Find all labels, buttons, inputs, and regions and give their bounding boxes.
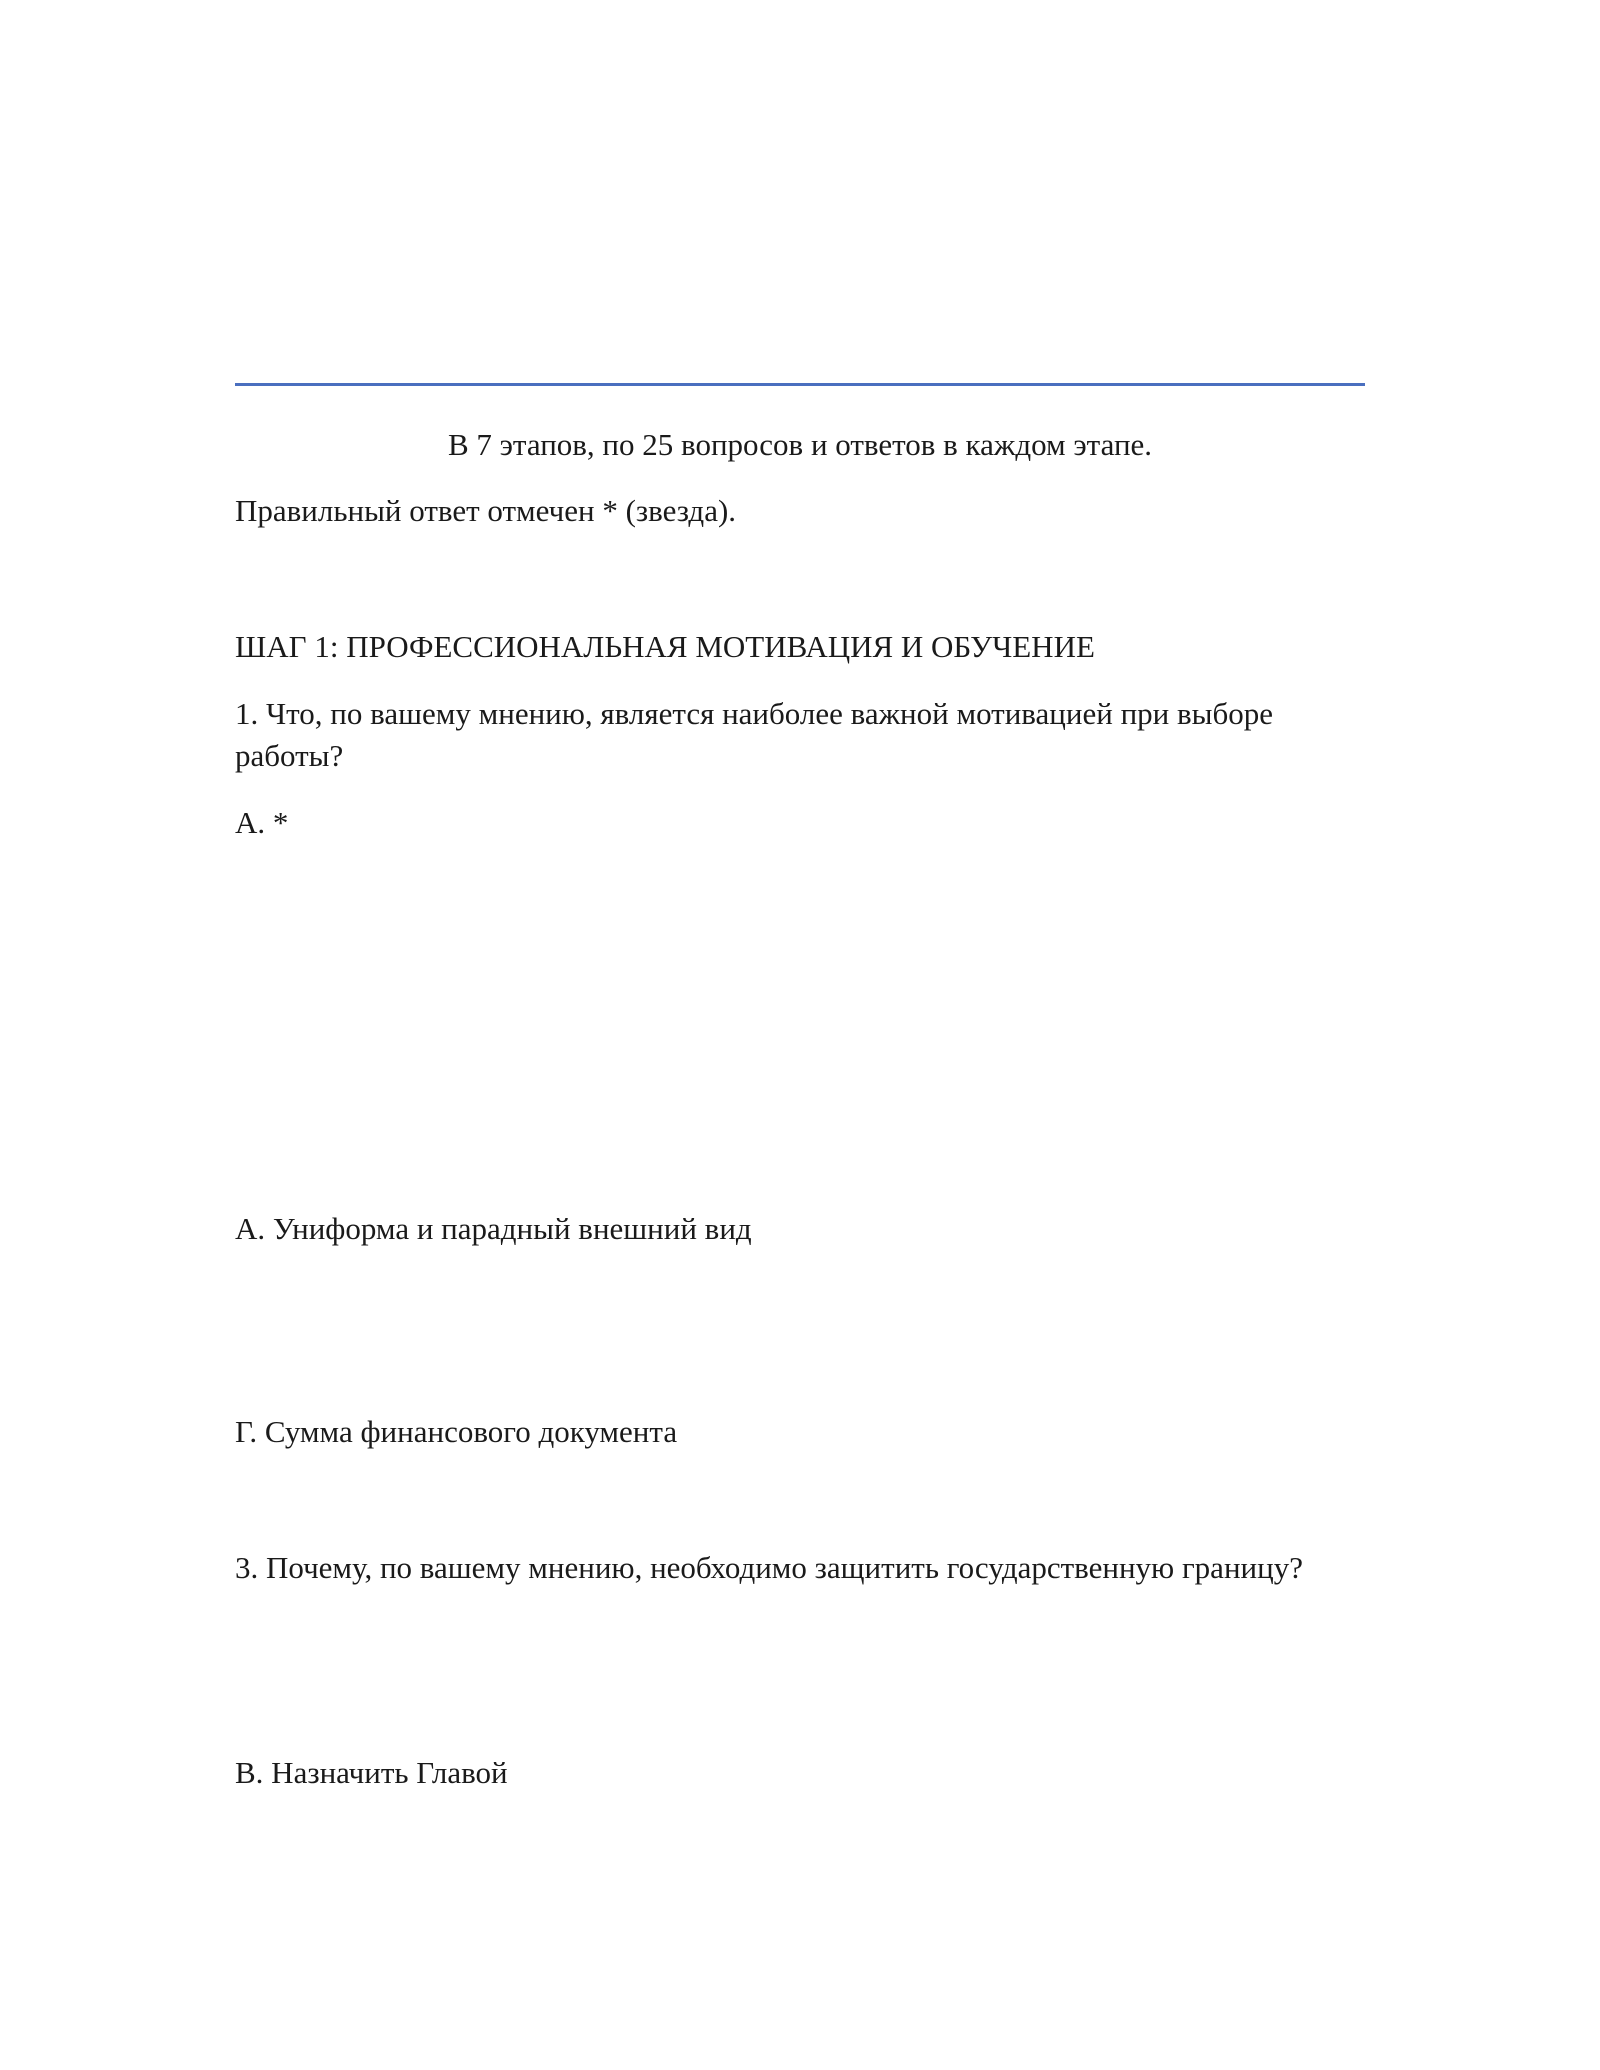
legend-line: Правильный ответ отмечен * (звезда). bbox=[235, 493, 737, 528]
answer-v-appoint: В. Назначить Главой bbox=[235, 1755, 508, 1790]
answer-a-uniform: А. Униформа и парадный внешний вид bbox=[235, 1211, 752, 1246]
intro-line: В 7 этапов, по 25 вопросов и ответов в каждом этапе. bbox=[447, 427, 1153, 462]
answer-a-star: А. * bbox=[235, 805, 289, 840]
question-3: 3. Почему, по вашему мнению, необходимо защитить государственную границу? bbox=[235, 1550, 1303, 1585]
question-1-line-1: 1. Что, по вашему мнению, является наиболее важной мотивацией при выборе bbox=[235, 696, 1274, 731]
answer-g-sum: Г. Сумма финансового документа bbox=[235, 1414, 678, 1449]
header-rule bbox=[235, 383, 1365, 386]
step-heading: ШАГ 1: ПРОФЕССИОНАЛЬНАЯ МОТИВАЦИЯ И ОБУЧЕНИЕ bbox=[235, 629, 1095, 664]
question-1-line-2: работы? bbox=[235, 738, 344, 773]
